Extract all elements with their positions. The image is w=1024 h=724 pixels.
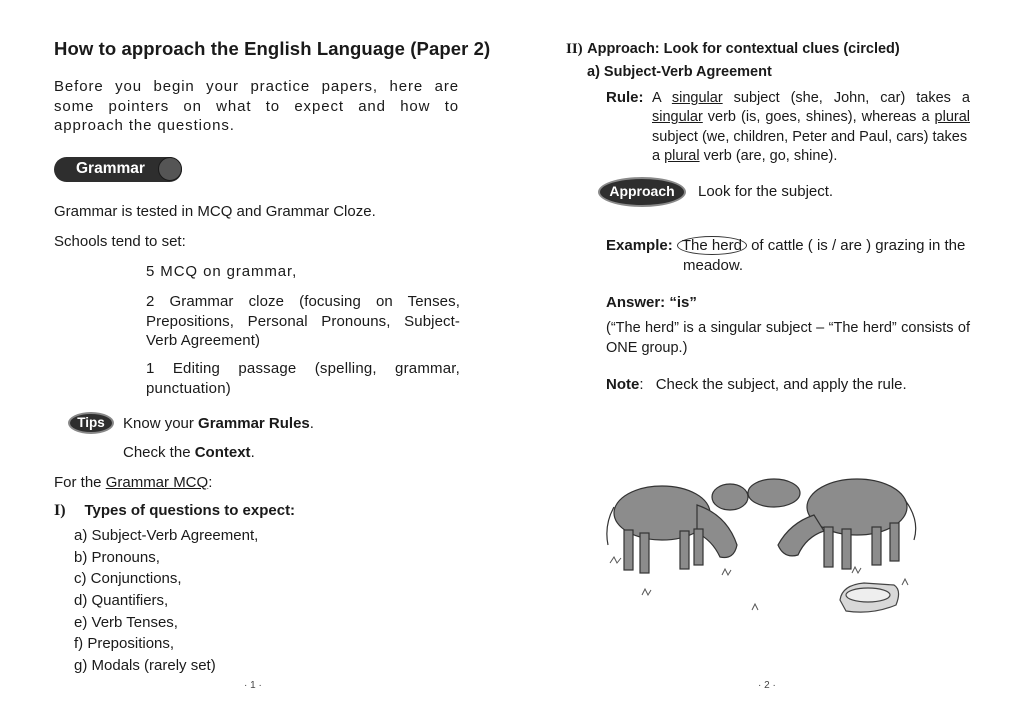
list-text: Conjunctions, xyxy=(90,570,182,588)
tip1-pre: Know your xyxy=(123,415,199,432)
cow-leg xyxy=(624,530,633,570)
section-1-number: I) xyxy=(54,502,66,519)
grass-tuft xyxy=(752,604,758,610)
for-grammar-mcq xyxy=(54,473,212,493)
list-letter: d) xyxy=(74,592,88,610)
pill-end-cap-icon xyxy=(158,157,182,181)
set-item-editing-text: 1 Editing passage (spelling, grammar, punctuation) xyxy=(146,360,460,397)
answer-label: Answer: “is” xyxy=(606,294,697,311)
intro-paragraph: Before you begin your practice papers, here are some pointers on what to expect and how to approach the questions. xyxy=(54,78,459,134)
for-post: : xyxy=(208,474,213,491)
rule-underlined: singular xyxy=(671,90,723,106)
list-text: Prepositions, xyxy=(87,635,175,653)
rule-text-span: A xyxy=(652,90,672,106)
example-label: Example: xyxy=(606,237,673,254)
rule-underlined: plural xyxy=(664,147,700,164)
section-1-title: Types of questions to expect: xyxy=(84,502,296,519)
rule-line xyxy=(652,128,970,147)
cow-leg xyxy=(872,527,881,565)
tip-context xyxy=(123,443,255,463)
rule-text xyxy=(652,89,970,166)
cow-tail xyxy=(607,507,614,545)
rule-text-span: verb (is, goes, shines), whereas a xyxy=(702,109,935,126)
set-item-editing xyxy=(146,359,460,398)
grammar-section-pill xyxy=(54,157,182,182)
list-item xyxy=(74,614,374,636)
page-number-2: · 2 · xyxy=(758,680,776,691)
rule-line xyxy=(652,89,970,108)
schools-set-text: Schools tend to set: xyxy=(54,233,186,250)
question-types-list xyxy=(74,527,374,679)
list-text: Pronouns, xyxy=(91,548,160,566)
rule-text-span: a xyxy=(652,147,665,164)
cow-leg xyxy=(890,523,899,561)
list-letter: a) xyxy=(74,527,88,544)
page-number-1: · 1 · xyxy=(244,680,262,691)
example-line-2: meadow. xyxy=(683,257,744,274)
rule-text-span: subject (she, John, car) takes a xyxy=(722,90,970,106)
rule-text-span: subject (we, children, Peter and Paul, cars) takes xyxy=(652,128,968,145)
rule-text-span: verb (are, go, shine). xyxy=(699,147,838,164)
sub-heading-sva: a) Subject-Verb Agreement xyxy=(587,64,772,80)
set-item-cloze-text: 2 Grammar cloze (focusing on Tenses, Prepositions, Personal Pronouns, Subject-Verb Agreement) xyxy=(146,293,460,349)
section-2-number: II) xyxy=(566,41,583,57)
cow-head xyxy=(778,515,824,556)
list-item xyxy=(74,549,374,571)
note-line xyxy=(606,376,907,393)
rule-line xyxy=(652,147,970,166)
tip1-post: . xyxy=(309,415,314,432)
list-text: Quantifiers, xyxy=(91,592,169,610)
rule-colon: : xyxy=(638,89,644,106)
approach-badge: Approach xyxy=(598,177,686,207)
grammar-tested-text: Grammar is tested in MCQ and Grammar Cloze. xyxy=(54,203,376,220)
list-item xyxy=(74,635,374,657)
set-item-mcq: 5 MCQ on grammar, xyxy=(146,263,298,280)
grass-tuft xyxy=(902,579,908,585)
note-label: Note xyxy=(606,376,640,393)
grass-tuft xyxy=(610,557,621,563)
right-page xyxy=(512,0,1024,724)
list-letter: c) xyxy=(74,570,87,588)
cow-leg xyxy=(680,531,689,569)
section-2-title: Approach: Look for contextual clues (circled) xyxy=(587,41,900,57)
list-item xyxy=(74,527,374,549)
cow-leg xyxy=(824,527,833,567)
for-pre: For the xyxy=(54,474,106,491)
grammar-pill-label: Grammar xyxy=(76,160,145,177)
section-1-heading xyxy=(54,502,295,520)
grass-tuft xyxy=(852,567,861,573)
set-item-cloze xyxy=(146,292,460,351)
note-text: Check the subject, and apply the rule. xyxy=(655,376,907,393)
rule-underlined: plural xyxy=(934,109,970,126)
grass-tuft xyxy=(722,569,731,575)
example-line xyxy=(606,237,965,254)
tips-badge: Tips xyxy=(68,412,114,434)
cow-leg xyxy=(694,529,703,565)
grass-tuft xyxy=(642,589,651,595)
list-letter: b) xyxy=(74,548,88,566)
grammar-mcq-underlined: Grammar MCQ xyxy=(105,474,209,491)
rule-label xyxy=(606,89,644,106)
cow-body xyxy=(748,479,800,507)
rule-label-text: Rule xyxy=(606,89,639,106)
list-text: Modals (rarely set) xyxy=(91,657,216,675)
list-letter: f) xyxy=(74,635,84,653)
list-letter: e) xyxy=(74,613,88,631)
tip2-pre: Check the xyxy=(123,444,195,461)
list-item xyxy=(74,570,374,592)
section-2-heading xyxy=(566,40,900,58)
answer-explanation: (“The herd” is a singular subject – “The herd” consists of ONE group.) xyxy=(606,320,970,356)
cattle-grazing-illustration xyxy=(602,445,932,620)
cow-body xyxy=(712,484,748,510)
tip2-bold: Context xyxy=(194,444,251,461)
example-circled-subject: The herd xyxy=(677,236,747,255)
rule-line xyxy=(652,108,970,127)
approach-text: Look for the subject. xyxy=(698,183,834,200)
water-trough-inner xyxy=(846,588,890,602)
cow-leg xyxy=(842,529,851,569)
example-rest: of cattle ( is / are ) grazing in the xyxy=(746,237,966,254)
page-title: How to approach the English Language (Paper 2) xyxy=(54,38,491,59)
tip1-bold: Grammar Rules xyxy=(198,415,310,432)
tip-grammar-rules xyxy=(123,414,314,434)
list-letter: g) xyxy=(74,657,88,675)
note-colon: : xyxy=(639,376,644,393)
cow-leg xyxy=(640,533,649,573)
list-text: Verb Tenses, xyxy=(91,613,178,631)
list-text: Subject-Verb Agreement, xyxy=(91,527,259,544)
list-item xyxy=(74,592,374,614)
list-item xyxy=(74,657,374,679)
rule-underlined: singular xyxy=(652,109,703,126)
tip2-post: . xyxy=(250,444,255,461)
